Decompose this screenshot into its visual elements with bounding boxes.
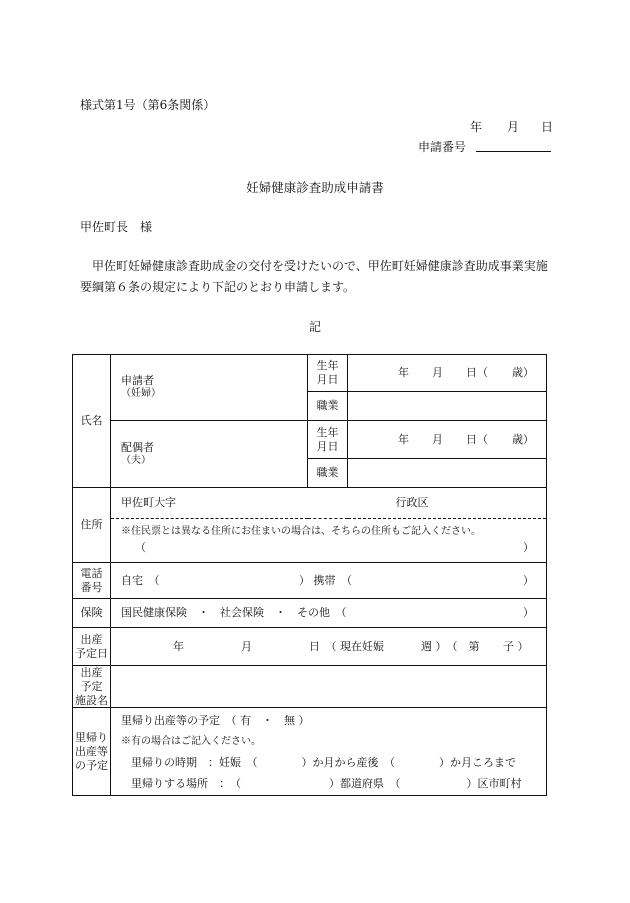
spouse-label: 配偶者 — [121, 440, 154, 454]
facility-label: 出産 予定 施設名 — [73, 666, 111, 708]
form-number: 様式第1号（第6条関係） — [80, 98, 216, 112]
satogaeri-time[interactable]: 里帰りの時期 ：妊娠 （ ）か月から産後 （ ）か月ころまで — [131, 755, 516, 769]
applicant-birth-field[interactable]: 年 月 日（ 歳） — [348, 355, 547, 392]
address-ward-label: 行政区 — [395, 496, 429, 510]
phone-label: 電話 番号 — [73, 563, 111, 599]
insurance-field[interactable]: 国民健康保険 ・ 社会保険 ・ その他 （ ） — [111, 599, 547, 628]
applicant-label: 申請者 — [121, 374, 154, 388]
address-town-label: 甲佐町大字 — [121, 496, 176, 510]
addressee: 甲佐町長 様 — [80, 220, 153, 234]
address-label: 住所 — [73, 488, 111, 563]
due-date-label: 出産 予定日 — [73, 628, 111, 666]
date-day-label: 日 — [541, 120, 554, 134]
ki-heading: 記 — [308, 320, 321, 334]
satogaeri-label: 里帰り 出産等 の予定 — [73, 708, 111, 796]
document-title: 妊婦健康診査助成申請書 — [246, 180, 384, 195]
body-paragraph: 甲佐町妊婦健康診査助成金の交付を受けたいので、甲佐町妊婦健康診査助成事業実施要綱第６条の規定により下記のとおり申請します。 — [80, 259, 548, 294]
insurance-options: 国民健康保険 ・ 社会保険 ・ その他 （ — [121, 606, 347, 620]
address-field[interactable] — [111, 488, 547, 519]
satogaeri-field[interactable] — [111, 708, 547, 796]
spouse-job-field[interactable] — [348, 459, 547, 488]
facility-field[interactable] — [111, 666, 547, 708]
request-number-field[interactable] — [476, 151, 551, 152]
applicant-cell[interactable] — [111, 355, 308, 421]
satogaeri-plan[interactable]: 里帰り出産等の予定 （ 有 ・ 無 ） — [121, 713, 310, 727]
due-date-field[interactable]: 年 月 日 （ 現在妊娠 週 ） （ 第 子 ） — [111, 628, 547, 666]
applicant-sub-label: （妊婦） — [121, 388, 161, 400]
spouse-birth-label: 生年 月日 — [308, 421, 348, 459]
satogaeri-place[interactable]: 里帰りする場所 ： （ ）都道府県 （ ）区市町村 — [131, 776, 522, 790]
applicant-birth-label: 生年 月日 — [308, 355, 348, 392]
phone-home-label: 自宅 （ — [121, 573, 160, 587]
spouse-birth-field[interactable]: 年 月 日（ 歳） — [348, 421, 547, 459]
address-note: ※住民票とは異なる住所にお住まいの場合は、そちらの住所もご記入ください。 — [121, 525, 481, 537]
insurance-label: 保険 — [73, 599, 111, 628]
applicant-job-label: 職業 — [308, 392, 348, 421]
date-month-label: 月 — [507, 120, 520, 134]
phone-field[interactable]: 自宅 （ ） 携帯 （ ） — [111, 563, 547, 599]
request-number-label: 申請番号 — [418, 140, 467, 154]
satogaeri-note: ※有の場合はご記入ください。 — [121, 735, 261, 747]
phone-mobile-label: ） 携帯 （ — [299, 573, 352, 587]
spouse-cell[interactable] — [111, 421, 308, 488]
date-year-label: 年 — [470, 120, 483, 134]
alt-address-field[interactable]: ※住民票とは異なる住所にお住まいの場合は、そちらの住所もご記入ください。 （ ） — [111, 519, 547, 563]
name-label: 氏名 — [73, 355, 111, 488]
application-form-table — [72, 354, 547, 796]
spouse-job-label: 職業 — [308, 459, 348, 488]
applicant-job-field[interactable] — [348, 392, 547, 421]
spouse-sub-label: （夫） — [121, 454, 151, 466]
